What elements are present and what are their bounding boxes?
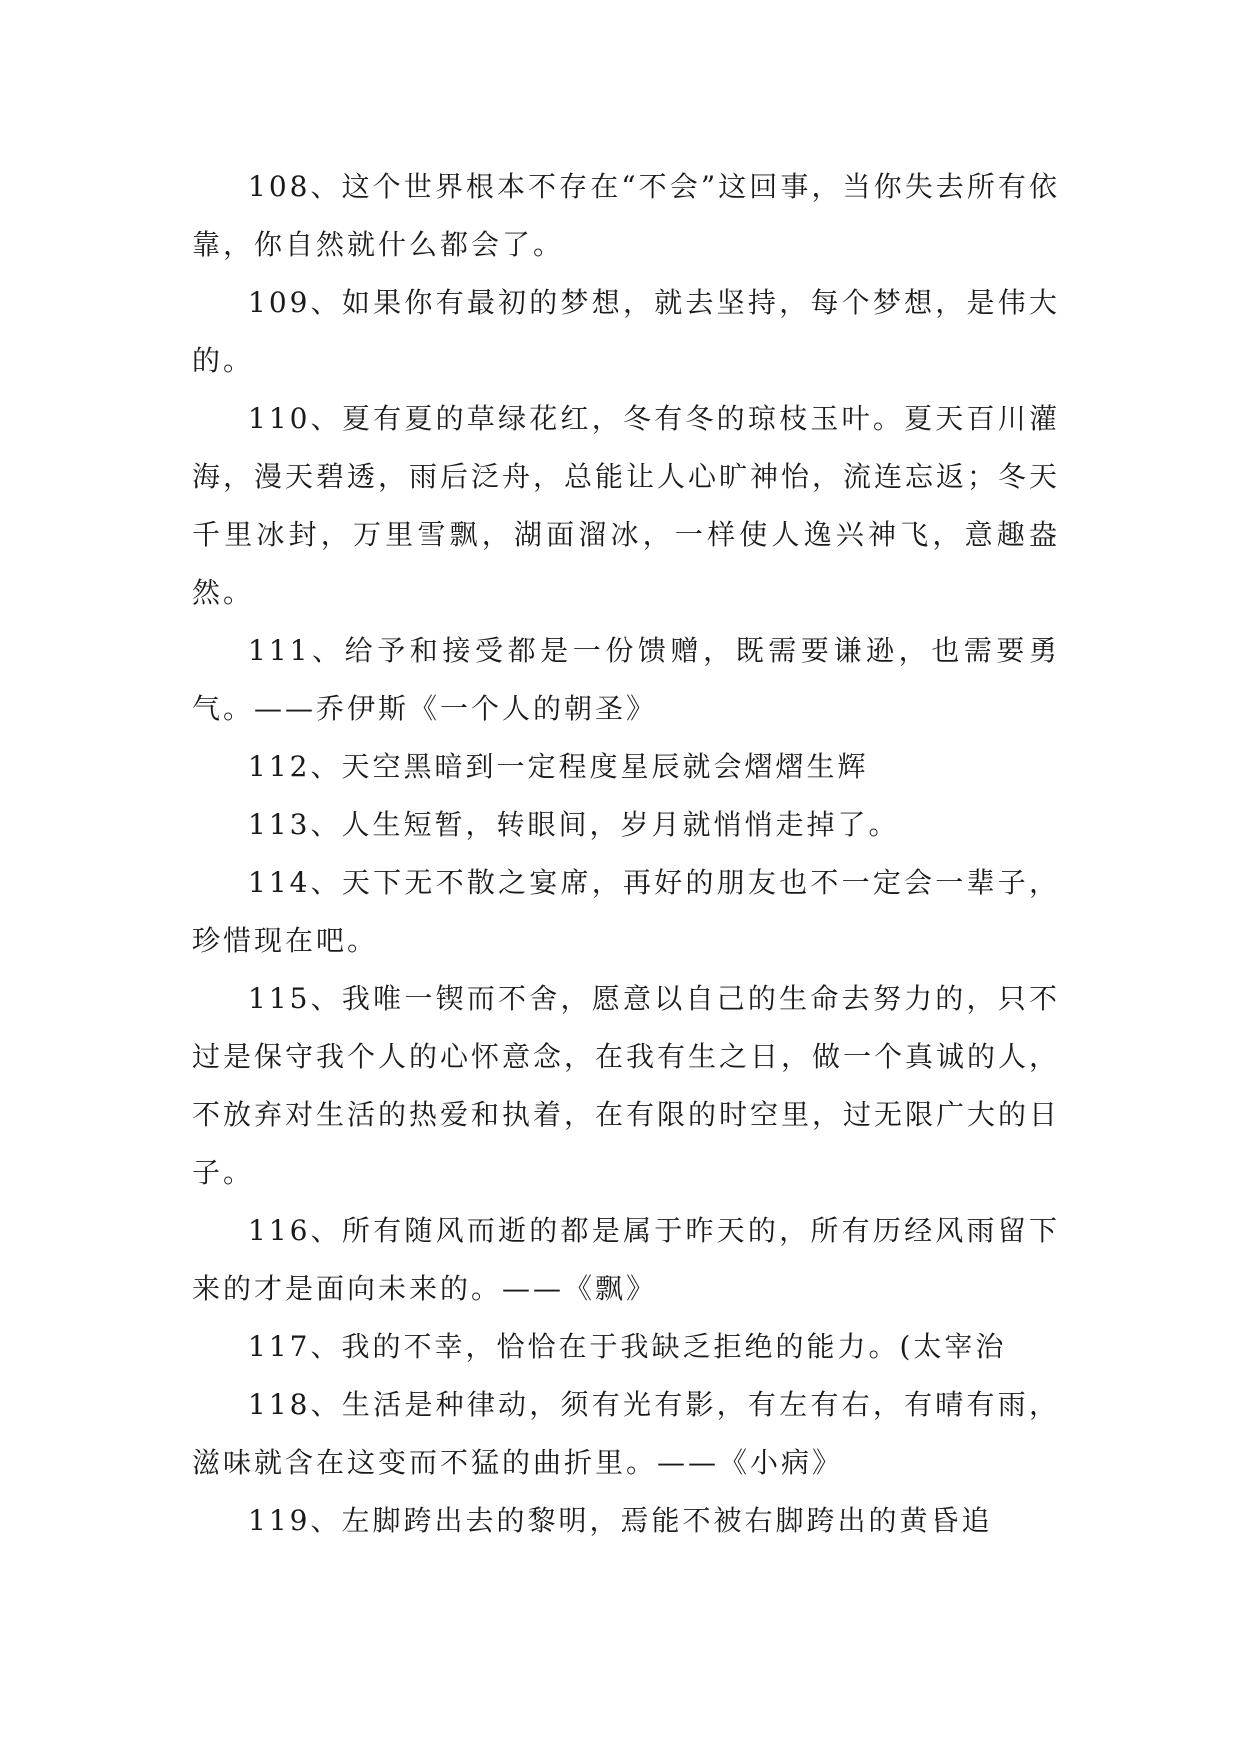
quote-113: 113、人生短暂，转眼间，岁月就悄悄走掉了。 [248,808,900,841]
quote-119: 119、左脚跨出去的黎明，焉能不被右脚跨出的黄昏追 [248,1504,993,1537]
quote-116: 116、所有随风而逝的都是属于昨天的，所有历经风雨留下来的才是面向未来的。——《飘》 [192,1214,1060,1305]
quote-110: 110、夏有夏的草绿花红，冬有冬的琼枝玉叶。夏天百川灌海，漫天碧透，雨后泛舟，总能让人心旷神怡，流连忘返；冬天千里冰封，万里雪飘，湖面溜冰，一样使人逸兴神飞，意趣盎然。 [192,402,1061,609]
quote-108: 108、这个世界根本不存在“不会”这回事，当你失去所有依靠，你自然就什么都会了。 [192,170,1060,261]
quote-117: 117、我的不幸，恰恰在于我缺乏拒绝的能力。(太宰治 [248,1330,1007,1363]
quote-114: 114、天下无不散之宴席，再好的朋友也不一定会一辈子，珍惜现在吧。 [192,866,1060,957]
quote-118: 118、生活是种律动，须有光有影，有左有右，有晴有雨，滋味就含在这变而不猛的曲折里。——《小病》 [192,1388,1060,1479]
document-page [192,158,1060,1550]
quote-109: 109、如果你有最初的梦想，就去坚持，每个梦想，是伟大的。 [192,286,1060,377]
quote-111: 111、给予和接受都是一份馈赠，既需要谦逊，也需要勇气。——乔伊斯《一个人的朝圣》 [192,634,1060,725]
quote-115: 115、我唯一锲而不舍，愿意以自己的生命去努力的，只不过是保守我个人的心怀意念，在我有生之日，做一个真诚的人，不放弃对生活的热爱和执着，在有限的时空里，过无限广大的日子。 [192,982,1061,1189]
quote-112: 112、天空黑暗到一定程度星辰就会熠熠生辉 [248,750,869,783]
